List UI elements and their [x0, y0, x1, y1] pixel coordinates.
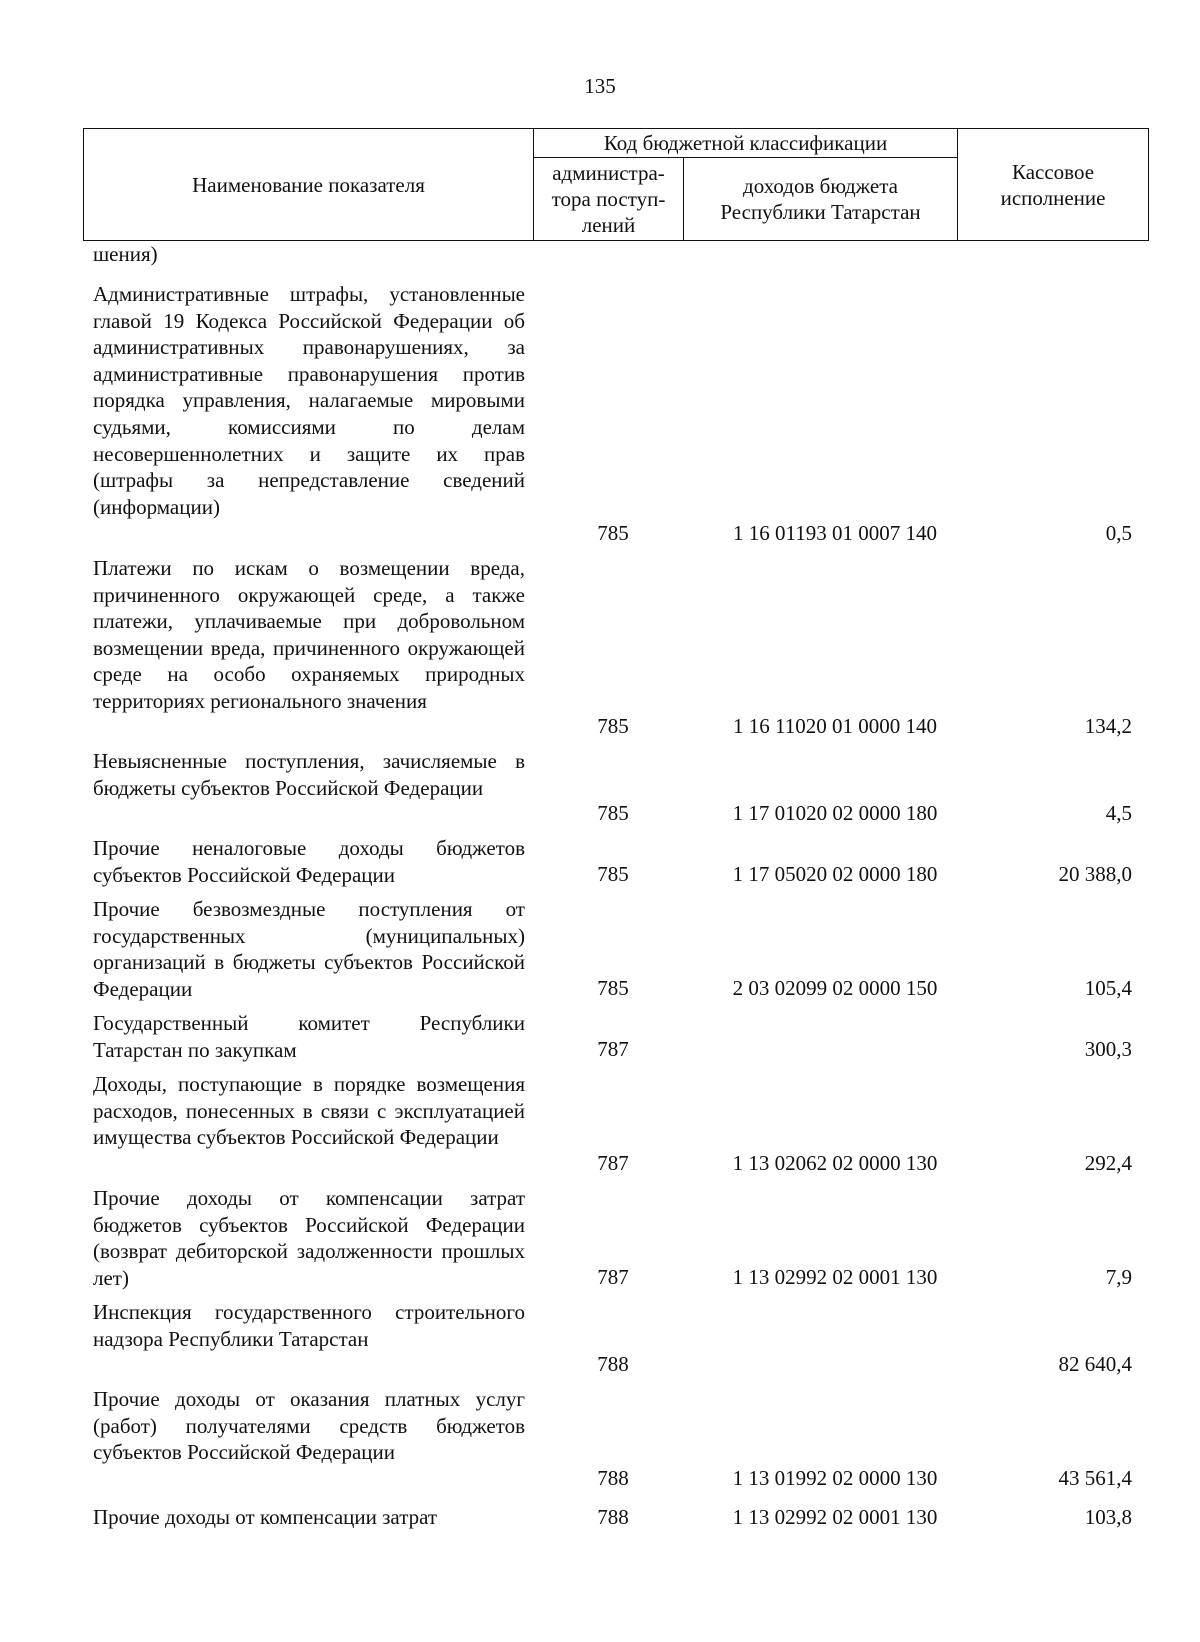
page-number: 135 — [584, 74, 616, 98]
revenue-code: 1 13 02062 02 0000 130 — [732, 1151, 938, 1176]
cash-amount: 82 640,4 — [1058, 1352, 1132, 1377]
indicator-name: Платежи по искам о возмещении вреда, причиненного окружающей среде, а также платежи, уплачиваемые при добровольном возмещении вреда, причиненного окружающей среде на особо охраняемых природных территориях регионального значения — [93, 556, 525, 713]
cash-amount: 7,9 — [1105, 1265, 1132, 1290]
table-row — [0, 835, 1200, 888]
table-row — [0, 896, 1200, 1002]
indicator-name: Прочие неналоговые доходы бюджетов субъектов Российской Федерации — [93, 836, 525, 887]
cash-amount: 292,4 — [1084, 1151, 1132, 1176]
header-indicator-name: Наименование показателя — [84, 129, 534, 241]
header-budget-classification: Код бюджетной классификации — [534, 129, 958, 158]
indicator-name: Инспекция государственного строительного надзора Республики Татарстан — [93, 1300, 525, 1351]
header-revenue-code: доходов бюджета Республики Татарстан — [684, 157, 958, 240]
indicator-name: Прочие доходы от оказания платных услуг (работ) получателями средств бюджетов субъектов Российской Федерации — [93, 1387, 525, 1465]
indicator-name: Прочие доходы от компенсации затрат — [93, 1505, 438, 1529]
cash-amount: 4,5 — [1105, 801, 1132, 826]
table-body — [0, 241, 1200, 1531]
admin-code: 787 — [597, 1037, 629, 1062]
cash-amount: 20 388,0 — [1058, 862, 1132, 887]
admin-code: 787 — [597, 1265, 629, 1290]
indicator-name: Государственный комитет Республики Татарстан по закупкам — [93, 1011, 525, 1062]
table-row — [0, 1386, 1200, 1492]
admin-code: 785 — [597, 714, 629, 739]
revenue-code: 1 17 01020 02 0000 180 — [732, 801, 938, 826]
revenue-code: 1 13 02992 02 0001 130 — [732, 1265, 938, 1290]
admin-code: 785 — [597, 801, 629, 826]
indicator-name: Доходы, поступающие в порядке возмещения расходов, понесенных в связи с эксплуатацией имущества субъектов Российской Федерации — [93, 1072, 525, 1150]
header-revenue-administrator: администра-тора поступ-лений — [534, 157, 684, 240]
admin-code: 785 — [597, 862, 629, 887]
admin-code: 787 — [597, 1151, 629, 1176]
carryover-text: шения) — [93, 242, 158, 266]
revenue-code: 1 17 05020 02 0000 180 — [732, 862, 938, 887]
table-row — [0, 1185, 1200, 1291]
cash-amount: 0,5 — [1105, 521, 1132, 546]
indicator-name: Прочие безвозмездные поступления от государственных (муниципальных) организаций в бюджеты субъектов Российской Федерации — [93, 897, 525, 1001]
table-row — [0, 1299, 1200, 1378]
admin-code: 788 — [597, 1466, 629, 1491]
table-row — [0, 281, 1200, 547]
admin-code: 788 — [597, 1352, 629, 1377]
table-row — [0, 1504, 1200, 1531]
indicator-name: Административные штрафы, установленные главой 19 Кодекса Российской Федерации об административных правонарушениях, за административные правонарушения против порядка управления, налагаемые мировыми судьями, комиссиями по делам несовершеннолетних и защите их прав (штрафы за непредставление сведений (информации) — [93, 282, 525, 519]
revenue-code: 1 13 01992 02 0000 130 — [732, 1466, 938, 1491]
header-cash-execution: Кассовое исполнение — [958, 129, 1149, 241]
revenue-code: 1 16 11020 01 0000 140 — [733, 714, 937, 739]
table-row — [0, 1010, 1200, 1063]
indicator-name: Прочие доходы от компенсации затрат бюджетов субъектов Российской Федерации (возврат дебиторской задолженности прошлых лет) — [93, 1186, 525, 1290]
admin-code: 785 — [597, 976, 629, 1001]
table-row — [0, 1071, 1200, 1177]
table-row — [0, 748, 1200, 827]
cash-amount: 103,8 — [1084, 1505, 1132, 1530]
revenue-code: 1 13 02992 02 0001 130 — [732, 1505, 938, 1530]
cash-amount: 43 561,4 — [1058, 1466, 1132, 1491]
table-header — [83, 128, 1149, 241]
indicator-name: Невыясненные поступления, зачисляемые в бюджеты субъектов Российской Федерации — [93, 749, 525, 800]
cash-amount: 300,3 — [1084, 1037, 1132, 1062]
cash-amount: 134,2 — [1084, 714, 1132, 739]
cash-amount: 105,4 — [1084, 976, 1132, 1001]
revenue-code: 2 03 02099 02 0000 150 — [732, 976, 938, 1001]
revenue-code: 1 16 01193 01 0007 140 — [733, 521, 937, 546]
table-row — [0, 555, 1200, 740]
admin-code: 788 — [597, 1505, 629, 1530]
carryover-row — [0, 241, 1200, 266]
admin-code: 785 — [597, 521, 629, 546]
